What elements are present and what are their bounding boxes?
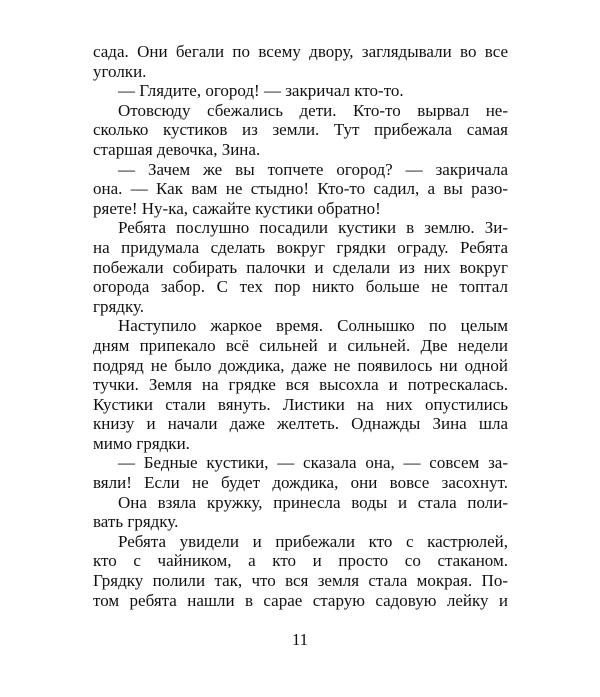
text-line: мимо грядки.	[93, 433, 190, 453]
text-line: Она взяла кружку, принесла воды и стала поли-	[118, 492, 508, 512]
text-line: сада. Они бегали по всему двору, заглядывали во все	[93, 42, 508, 61]
text-line: на придумала сделать вокруг грядки ограду. Ребята	[93, 237, 508, 257]
text-line: старшая девочка, Зина.	[93, 139, 261, 159]
text-line: вяли! Если не будет дождика, они вовсе засохнут.	[93, 473, 508, 493]
text-line: — Глядите, огород! — закричал кто-то.	[118, 81, 404, 101]
text-line: сколько кустиков из земли. Тут прибежала самая	[93, 120, 508, 140]
text-line: — Зачем же вы топчете огород? — закричала	[118, 159, 508, 179]
text-line: тучки. Земля на грядке вся высохла и потрескалась.	[93, 375, 508, 395]
text-line: ряете! Ну-ка, сажайте кустики обратно!	[93, 198, 381, 218]
page-text	[93, 42, 508, 610]
text-line: вать грядку.	[93, 512, 179, 532]
text-line: побежали собирать палочки и сделали из них вокруг	[93, 257, 508, 277]
text-line: дням припекало всё сильней и сильней. Две недели	[93, 335, 508, 355]
text-line: Ребята послушно посадили кустики в землю. Зи-	[118, 218, 508, 238]
text-line: подряд не было дождика, даже не появилось ни одной	[93, 355, 508, 375]
page-number: 11	[291, 630, 309, 649]
text-line: Отовсюду сбежались дети. Кто-то вырвал не-	[118, 100, 508, 120]
text-line: Кустики стали вянуть. Листики на них опустились	[93, 394, 508, 414]
text-line: — Бедные кустики, — сказала она, — совсем за-	[118, 453, 508, 473]
text-line: Ребята увидели и прибежали кто с кастрюлей,	[118, 531, 508, 551]
text-line: Грядку полили так, что вся земля стала мокрая. По-	[93, 571, 508, 591]
text-line: уголки.	[93, 61, 147, 81]
text-line: книзу и начали даже желтеть. Однажды Зина шла	[93, 414, 508, 434]
text-line: том ребята нашли в сарае старую садовую лейку и	[93, 590, 508, 610]
text-line: Наступило жаркое время. Солнышко по целым	[118, 316, 508, 336]
text-line: огорода забор. С тех пор никто больше не топтал	[93, 277, 508, 297]
text-line: кто с чайником, а кто и просто со стаканом.	[93, 551, 508, 571]
text-line: она. — Как вам не стыдно! Кто-то садил, а вы разо-	[93, 179, 508, 199]
text-line: грядку.	[93, 296, 145, 316]
